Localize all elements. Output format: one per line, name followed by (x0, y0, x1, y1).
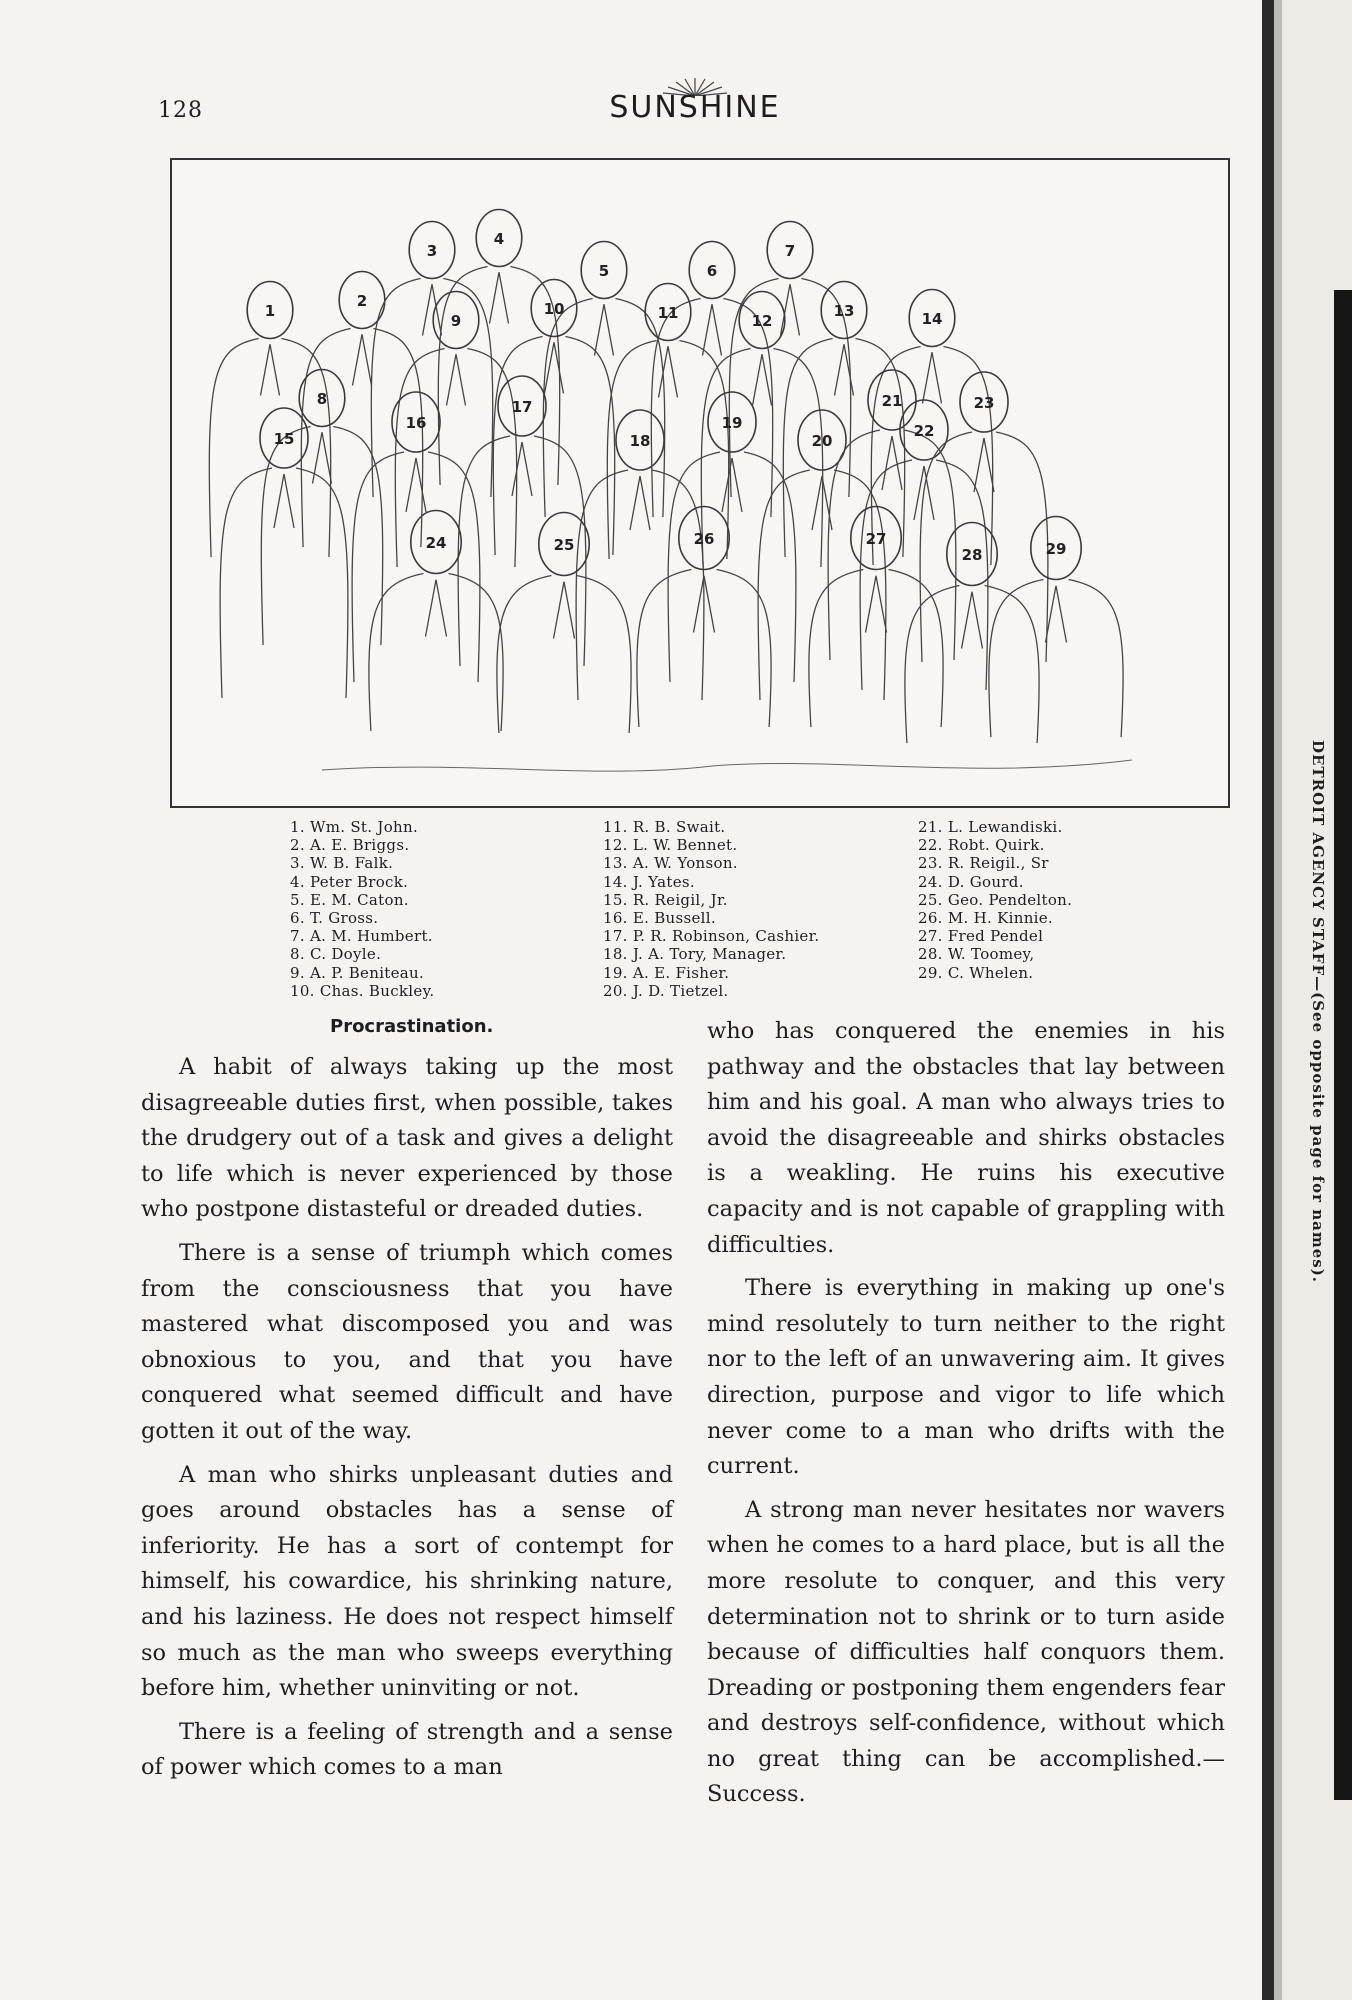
figure-number-label: 3 (426, 242, 438, 260)
name-entry: 14. J. Yates. (603, 872, 695, 891)
name-entry: 12. L. W. Bennet. (603, 836, 738, 855)
figure-number-label: 22 (913, 422, 935, 440)
figure-number-label: 1 (264, 302, 276, 320)
figure-number-label: 28 (961, 546, 983, 564)
staff-figure (668, 392, 796, 682)
name-entry: 26. M. H. Kinnie. (918, 909, 1054, 928)
name-entry: 8. C. Doyle. (290, 945, 382, 964)
name-entry: 16. E. Bussell. (603, 909, 716, 928)
article-title: Procrastination. (330, 1016, 494, 1037)
magazine-title: SUNSHINE (609, 90, 781, 125)
figure-body-outline (497, 576, 631, 734)
figure-body-outline (905, 586, 1039, 744)
figure-body-outline (220, 468, 348, 698)
staff-figure (301, 272, 422, 548)
staff-figure (729, 222, 850, 498)
figure-number-label: 21 (881, 392, 903, 410)
figure-body-outline (369, 574, 503, 732)
article-paragraph: There is a feeling of strength and a sense of power which comes to a man (141, 1718, 673, 1781)
figure-body-outline (493, 337, 614, 556)
figure-body-outline (828, 430, 956, 660)
staff-figure (607, 284, 728, 560)
staff-figure (497, 513, 631, 734)
article-column-left (141, 1050, 673, 1794)
article-column-right (707, 1014, 1225, 1821)
figure-number-label: 25 (553, 536, 575, 554)
figure-body-outline (352, 452, 480, 682)
name-entry: 25. Geo. Pendelton. (918, 890, 1073, 909)
masthead (600, 90, 790, 125)
figure-number-label: 9 (450, 312, 462, 330)
staff-figure (493, 280, 614, 556)
name-entry: 1. Wm. St. John. (290, 818, 419, 836)
figure-body-outline (543, 299, 664, 518)
page-gutter-edge (1274, 0, 1282, 2000)
figure-body-outline (438, 267, 559, 486)
figure-body-outline (920, 432, 1048, 662)
names-column-1 (290, 818, 434, 1000)
figure-number-label: 20 (811, 432, 833, 450)
figure-number-label: 6 (706, 262, 718, 280)
figure-number-label: 26 (693, 530, 715, 548)
figure-number-label: 19 (721, 414, 743, 432)
figure-number-label: 11 (657, 304, 679, 322)
name-entry: 29. C. Whelen. (918, 963, 1034, 982)
ground-line (322, 760, 1132, 771)
figure-body-outline (729, 279, 850, 498)
figure-number-label: 27 (865, 530, 887, 548)
staff-figure (261, 370, 382, 646)
article-paragraph: There is everything in making up one's mind resolutely to turn neither to the right nor to the left of an unwavering aim. It gives direction, purpose and vigor to life which never come to a man who drifts with the current. (707, 1275, 1225, 1480)
photo-side-caption (1301, 740, 1331, 1440)
figure-number-label: 4 (493, 230, 505, 248)
names-column-2 (603, 818, 820, 1000)
name-entry: 27. Fred Pendel (918, 927, 1044, 946)
name-entry: 15. R. Reigil, Jr. (603, 890, 728, 909)
figure-number-label: 17 (511, 398, 533, 416)
staff-figure (576, 410, 704, 700)
staff-figure (828, 370, 956, 660)
name-entry: 19. A. E. Fisher. (603, 963, 730, 982)
figure-body-outline (576, 470, 704, 700)
article-paragraph: There is a sense of triumph which comes from the consciousness that you have mastered what discomposed you and was obnoxious to you, and that you have conquered what seemed difficult and have gotten it out of the way. (141, 1239, 673, 1444)
figure-number-label: 7 (784, 242, 796, 260)
figure-number-label: 24 (425, 534, 447, 552)
article-paragraph: A strong man never hesitates nor wavers when he comes to a hard place, but is all the more resolute to conquer, and this very determination not to shrink or to turn aside because of difficulties half conquors them. Dreading or postponing them engenders fear and destroys self-confidence, without which no great thing can be accomplished.—Success. (707, 1496, 1225, 1808)
figure-body-outline (607, 341, 728, 560)
name-entry: 10. Chas. Buckley. (290, 981, 435, 1000)
name-entry: 18. J. A. Tory, Manager. (603, 945, 787, 964)
figure-number-label: 13 (833, 302, 855, 320)
figure-body-outline (371, 279, 492, 498)
facing-page-photo-edge (1334, 290, 1352, 1800)
name-entry: 4. Peter Brock. (290, 872, 409, 891)
staff-photo-outline (170, 158, 1230, 808)
page-number: 128 (158, 98, 203, 123)
figure-body-outline (989, 580, 1123, 738)
figure-number-label: 10 (543, 300, 565, 318)
name-entry: 5. E. M. Caton. (290, 890, 409, 909)
name-entry: 13. A. W. Yonson. (603, 854, 738, 873)
staff-figure (905, 523, 1039, 744)
name-entry: 22. Robt. Quirk. (918, 836, 1045, 855)
article-paragraph: who has conquered the enemies in his pathway and the obstacles that lay between him and his goal. A man who always tries to avoid the disagreeable and shirks obstacles is a weakling. He ruins his executive capacity and is not capable of grappling with difficulties. (707, 1018, 1225, 1258)
staff-figure (369, 511, 503, 732)
article-paragraph: A habit of always taking up the most disagreeable duties first, when possible, takes the drudgery out of a task and gives a delight to life which is never experienced by those who postpone distasteful or dreaded duties. (141, 1054, 673, 1223)
staff-figures-drawing (172, 160, 1228, 806)
staff-figure (438, 210, 559, 486)
name-entry: 7. A. M. Humbert. (290, 927, 433, 946)
figure-number-label: 5 (598, 262, 610, 280)
staff-figure (989, 517, 1123, 738)
name-entry: 11. R. B. Swait. (603, 818, 726, 836)
figure-number-label: 29 (1045, 540, 1067, 558)
figure-number-label: 15 (273, 430, 295, 448)
figure-number-label: 12 (751, 312, 773, 330)
figure-body-outline (261, 427, 382, 646)
name-entry: 3. W. B. Falk. (290, 854, 394, 873)
figure-number-label: 18 (629, 432, 651, 450)
figure-body-outline (871, 347, 992, 566)
figure-number-label: 8 (316, 390, 328, 408)
name-entry: 28. W. Toomey, (918, 945, 1035, 964)
name-entry: 24. D. Gourd. (918, 872, 1024, 891)
name-entry: 21. L. Lewandiski. (918, 818, 1063, 836)
name-entry: 2. A. E. Briggs. (290, 836, 410, 855)
name-entry: 6. T. Gross. (290, 909, 379, 928)
figure-number-label: 2 (356, 292, 368, 310)
figure-body-outline (651, 299, 772, 518)
staff-figure (209, 282, 330, 558)
figure-number-label: 23 (973, 394, 995, 412)
figure-number-label: 16 (405, 414, 427, 432)
names-column-3 (918, 818, 1072, 982)
name-entry: 20. J. D. Tietzel. (603, 981, 729, 1000)
name-entry: 9. A. P. Beniteau. (290, 963, 425, 982)
name-entry: 17. P. R. Robinson, Cashier. (603, 927, 820, 946)
figure-body-outline (301, 329, 422, 548)
name-entry: 23. R. Reigil., Sr (918, 854, 1049, 873)
side-caption-text: DETROIT AGENCY STAFF—(See opposite page for names). (1309, 740, 1327, 1284)
article-paragraph: A man who shirks unpleasant duties and goes around obstacles has a sense of inferiority. He has a sort of contempt for himself, his cowardice, his shrinking nature, and his laziness. He does not respect himself so much as the man who sweeps everything before him, whether uninviting or not. (141, 1461, 673, 1702)
figure-number-label: 14 (921, 310, 943, 328)
staff-figure (783, 282, 904, 558)
page-gutter-shadow (1262, 0, 1274, 2000)
